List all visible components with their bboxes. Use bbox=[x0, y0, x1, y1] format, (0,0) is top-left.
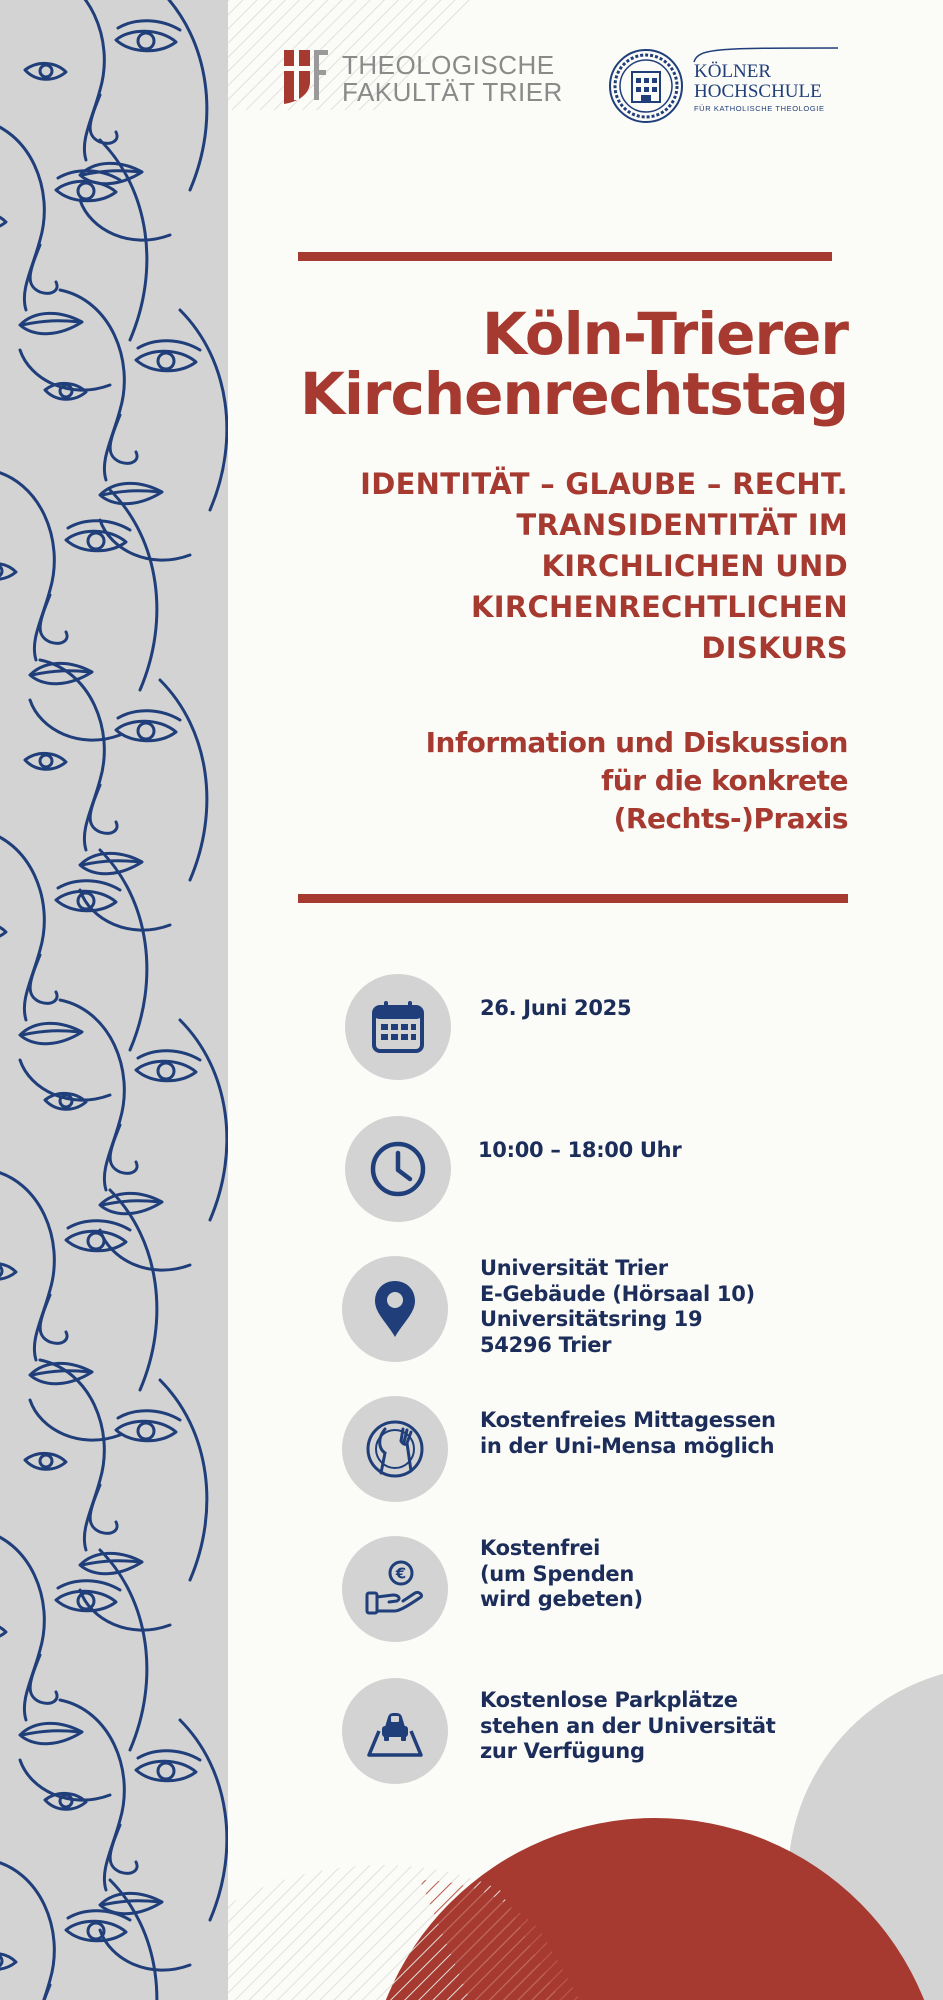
subtitle-line: KIRCHENRECHTLICHEN bbox=[470, 590, 848, 624]
location-line: Universitätsring 19 bbox=[480, 1307, 703, 1331]
location-line: Universität Trier bbox=[480, 1256, 668, 1280]
title-line2: Kirchenrechtstag bbox=[300, 360, 848, 428]
kh-line2: HOCHSCHULE bbox=[694, 81, 822, 102]
parking-line: Kostenlose Parkplätze bbox=[480, 1688, 738, 1712]
tft-line1: THEOLOGISCHE bbox=[342, 50, 555, 80]
location-line: E-Gebäude (Hörsaal 10) bbox=[480, 1281, 755, 1306]
parking-line: zur Verfügung bbox=[480, 1739, 645, 1763]
cost-line: wird gebeten) bbox=[480, 1587, 643, 1611]
date-line: 26. Juni 2025 bbox=[480, 996, 632, 1020]
time-line: 10:00 – 18:00 Uhr bbox=[478, 1138, 682, 1162]
tagline-line: Information und Diskussion bbox=[425, 726, 848, 759]
parking-line: stehen an der Universität bbox=[480, 1713, 776, 1738]
kh-line1: KÖLNER bbox=[694, 61, 772, 82]
location-line: 54296 Trier bbox=[480, 1332, 612, 1357]
cost-line: Kostenfrei bbox=[480, 1536, 600, 1560]
subtitle-line: DISKURS bbox=[701, 631, 848, 665]
svg-text:€: € bbox=[395, 1564, 407, 1583]
subtitle-line: KIRCHLICHEN UND bbox=[541, 549, 848, 583]
tagline-line: (Rechts-)Praxis bbox=[613, 802, 848, 835]
tagline-line: für die konkrete bbox=[601, 764, 848, 797]
title-line1: Köln-Trierer bbox=[481, 300, 848, 368]
subtitle-line: TRANSIDENTITÄT IM bbox=[516, 508, 848, 542]
subtitle-line: IDENTITÄT – GLAUBE – RECHT. bbox=[360, 467, 848, 501]
cost-line: (um Spenden bbox=[480, 1561, 635, 1586]
kh-subline: FÜR KATHOLISCHE THEOLOGIE bbox=[694, 104, 825, 113]
lunch-line: Kostenfreies Mittagessen bbox=[480, 1408, 776, 1432]
tft-line2: FAKULTÄT TRIER bbox=[342, 77, 563, 107]
lunch-line: in der Uni-Mensa möglich bbox=[480, 1433, 775, 1458]
